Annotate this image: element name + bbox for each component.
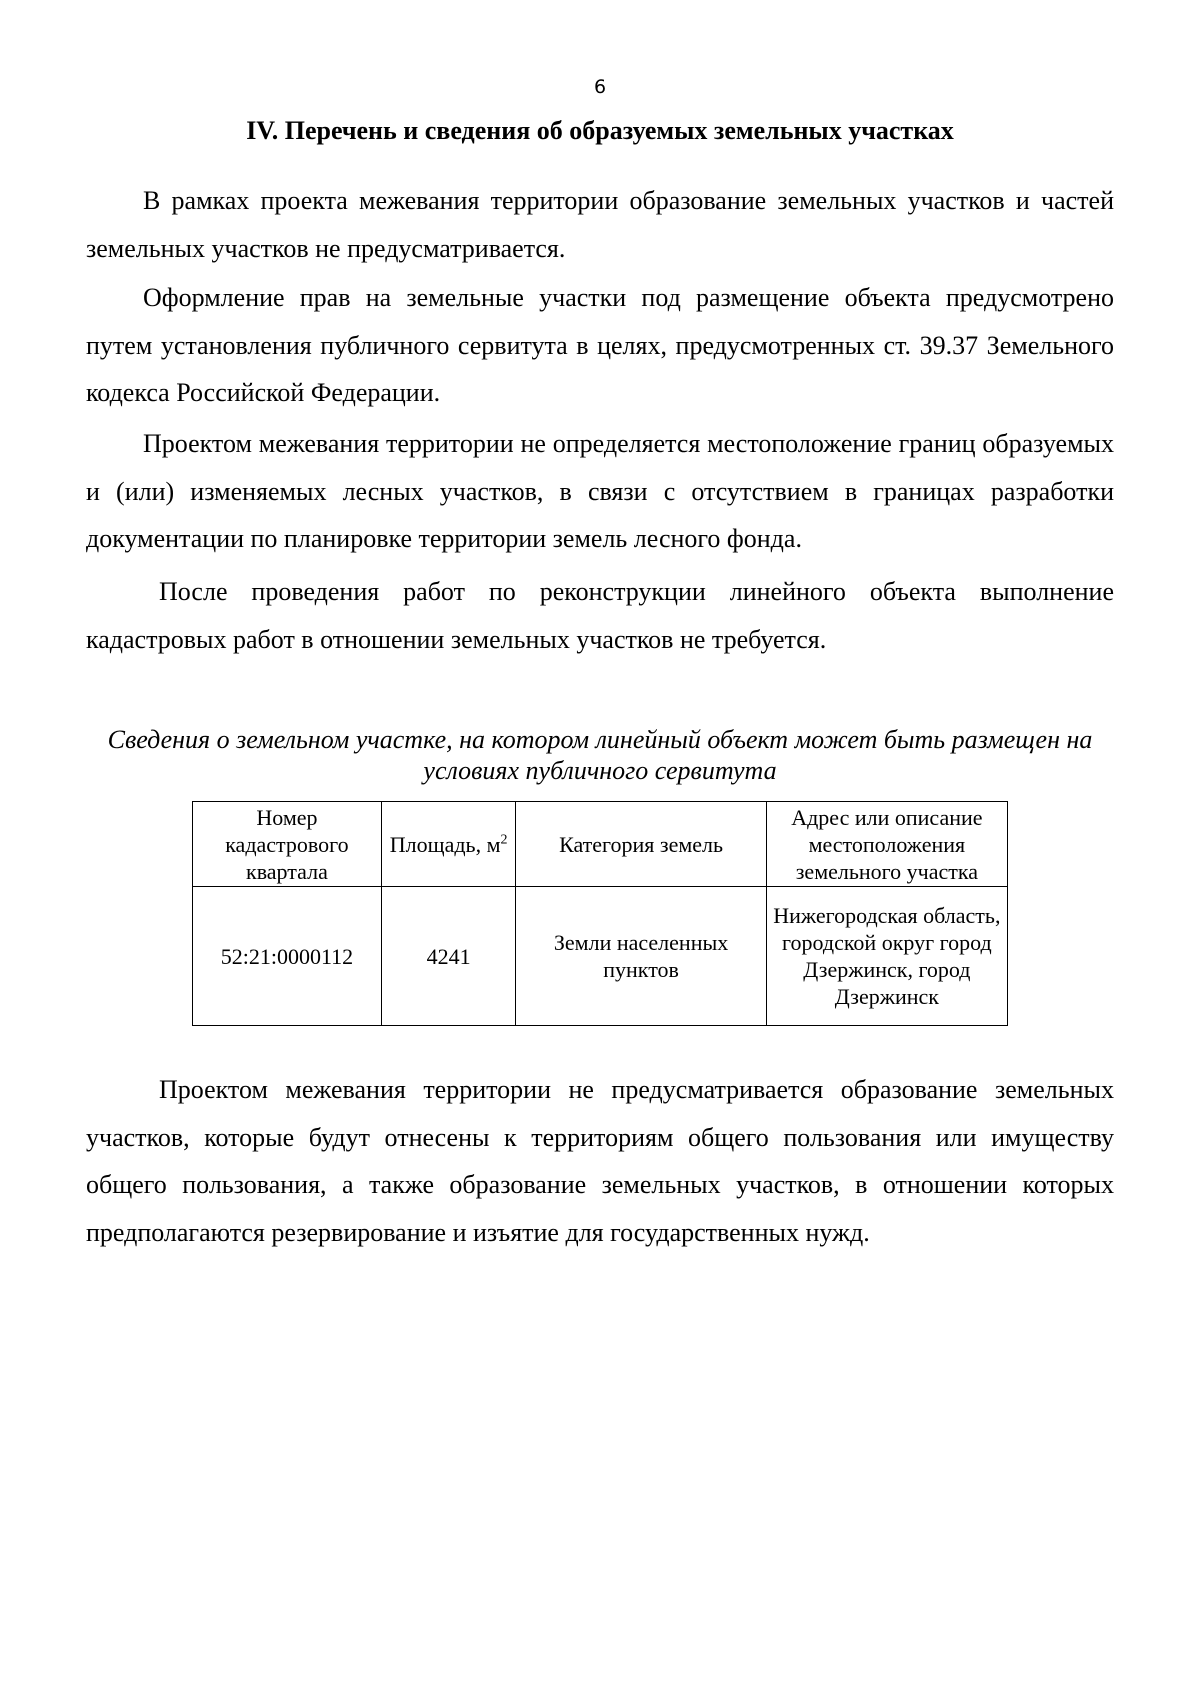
paragraph-1: В рамках проекта межевания территории образование земельных участков и частей земельных участков не предусматривается. [86, 186, 1114, 263]
paragraph-3: Проектом межевания территории не определяется местоположение границ образуемых и (или) изменяемых лесных участков, в связи с отсутствием в границах разработки документации по планировке территории земель лесного фонда. [86, 429, 1114, 553]
cell-land-category: Земли населенных пунктов [516, 887, 766, 1026]
paragraph-4: После проведения работ по реконструкции линейного объекта выполнение кадастровых работ в отношении земельных участков не требуется. [86, 577, 1114, 654]
table-header-row [193, 802, 1008, 887]
table-row [193, 887, 1008, 1026]
paragraph-5: Проектом межевания территории не предусматривается образование земельных участков, которые будут отнесены к территориям общего пользования или имуществу общего пользования, а также образование земельных участков, в отношении которых предполагаются резервирование и изъятие для государственных нужд. [86, 1075, 1114, 1247]
header-area-label: Площадь, м [389, 831, 501, 857]
page-number: 6 [593, 76, 607, 98]
land-plot-table [192, 801, 1008, 1026]
header-area-superscript: 2 [500, 832, 508, 848]
cell-area: 4241 [381, 887, 516, 1026]
header-cadastral-quarter: Номер кадастрового квартала [193, 802, 382, 887]
table-caption: Сведения о земельном участке, на котором линейный объект может быть размещен на условиях публичного сервитута [107, 725, 1093, 785]
header-area [381, 802, 516, 887]
cell-address: Нижегородская область, городской округ город Дзержинск, город Дзержинск [766, 887, 1007, 1026]
section-title: IV. Перечень и сведения об образуемых земельных участках [246, 116, 954, 145]
header-address: Адрес или описание местоположения земельного участка [766, 802, 1007, 887]
cell-cadastral-quarter: 52:21:0000112 [193, 887, 382, 1026]
header-land-category: Категория земель [516, 802, 766, 887]
paragraph-2: Оформление прав на земельные участки под размещение объекта предусмотрено путем установления публичного сервитута в целях, предусмотренных ст. 39.37 Земельного кодекса Российской Федерации. [86, 283, 1114, 407]
